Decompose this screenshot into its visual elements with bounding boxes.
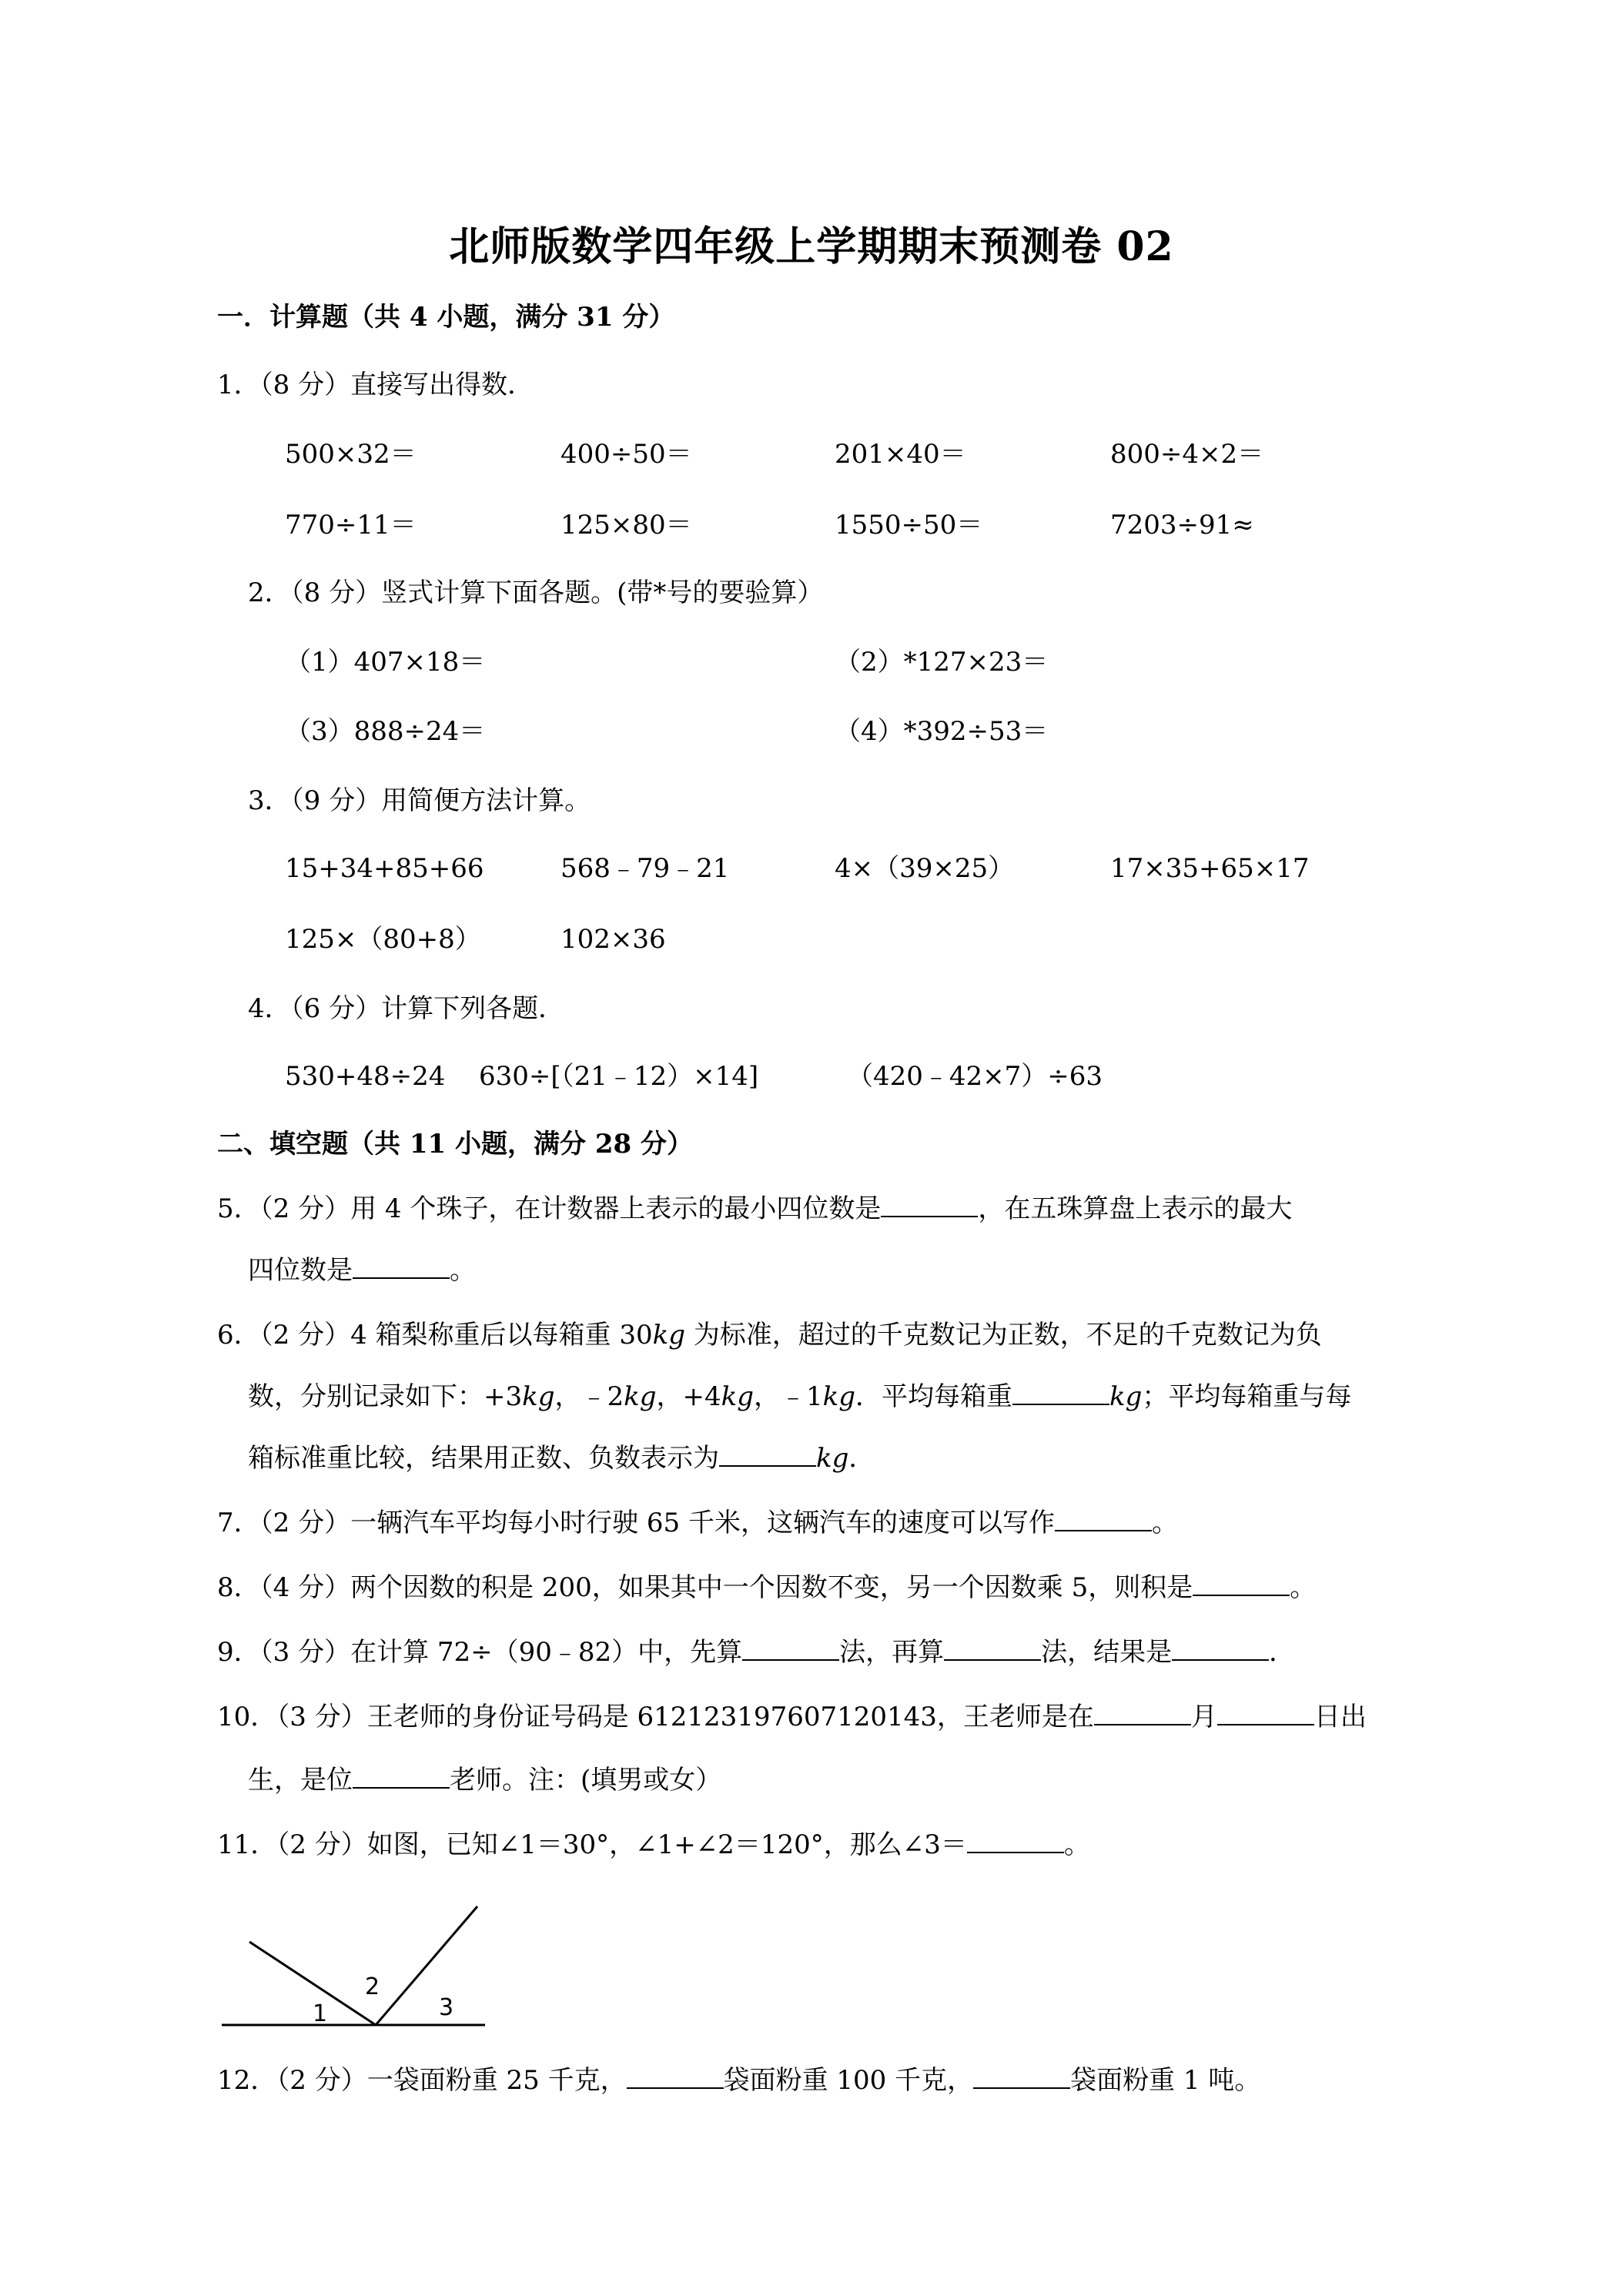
answer-blank[interactable] [967, 1829, 1064, 1853]
q10-text: 10．（3 分）王老师的身份证号码是 612123197607120143，王老师是在 [217, 1702, 1094, 1732]
q10-text: 生，是位 [248, 1765, 353, 1796]
answer-blank[interactable] [627, 2064, 724, 2089]
answer-blank[interactable] [1217, 1701, 1314, 1725]
question-6-line-2 [248, 1380, 1351, 1414]
question-10-line-1 [217, 1700, 1367, 1734]
q3-item: 102×36 [561, 924, 666, 955]
section-heading-1: 一．计算题（共 4 小题，满分 31 分） [217, 302, 675, 333]
section-heading-2: 二、填空题（共 11 小题，满分 28 分） [217, 1129, 693, 1160]
answer-blank[interactable] [1193, 1571, 1290, 1596]
answer-blank[interactable] [1012, 1381, 1109, 1405]
unit-kg: kg [822, 1381, 856, 1412]
q12-text: 12．（2 分）一袋面粉重 25 千克， [217, 2065, 627, 2096]
question-11 [217, 1828, 1090, 1862]
q4-item: 630÷[（21﹣12）×14] [479, 1061, 759, 1092]
question-6-line-1 [217, 1318, 1322, 1352]
question-2-stem: 2．（8 分）竖式计算下面各题。(带*号的要验算） [248, 577, 824, 608]
q11-text: 11．（2 分）如图，已知∠1＝30°，∠1+∠2＝120°，那么∠3＝ [217, 1829, 967, 1860]
q7-text: 7．（2 分）一辆汽车平均每小时行驶 65 千米，这辆汽车的速度可以写作 [217, 1508, 1055, 1538]
q11-text: 。 [1063, 1829, 1090, 1860]
q3-item: 125×（80+8） [285, 924, 481, 955]
q10-text: 老师。注：(填男或女） [450, 1765, 722, 1796]
q6-text: ． [848, 1443, 875, 1474]
question-1-stem: 1．（8 分）直接写出得数． [217, 370, 534, 400]
question-5-line-1 [217, 1192, 1292, 1226]
q4-item: 530+48÷24 [285, 1061, 446, 1092]
q6-text: ；平均每箱重与每 [1142, 1381, 1352, 1412]
answer-blank[interactable] [881, 1193, 978, 1217]
q9-text: 9．（3 分）在计算 72÷（90﹣82）中，先算 [217, 1637, 743, 1668]
q1-item: 1550÷50＝ [835, 510, 983, 541]
answer-blank[interactable] [353, 1254, 450, 1279]
question-6-line-3 [248, 1441, 875, 1475]
answer-blank[interactable] [1094, 1701, 1191, 1725]
q1-item: 125×80＝ [561, 510, 692, 541]
angle-figure [216, 1902, 493, 2040]
q9-text: 法，结果是 [1041, 1637, 1173, 1668]
q1-item: 400÷50＝ [561, 439, 692, 470]
q6-text: ，+4 [656, 1381, 721, 1412]
unit-kg: kg [624, 1381, 657, 1412]
q3-item: 568﹣79﹣21 [561, 853, 730, 884]
q6-text: 箱标准重比较，结果用正数、负数表示为 [248, 1443, 719, 1474]
question-10-line-2 [248, 1763, 721, 1797]
q1-item: 770÷11＝ [285, 510, 417, 541]
q5-text: 5．（2 分）用 4 个珠子，在计数器上表示的最小四位数是 [217, 1193, 882, 1224]
q6-text: ，﹣1 [754, 1381, 823, 1412]
answer-blank[interactable] [742, 1636, 839, 1661]
q9-text: 法，再算 [839, 1637, 945, 1668]
q9-text: ． [1269, 1637, 1296, 1668]
angle-label-1: 1 [313, 2000, 328, 2027]
q8-text: 8．（4 分）两个因数的积是 200，如果其中一个因数不变，另一个因数乘 5，则积是 [217, 1572, 1193, 1603]
unit-kg: kg [721, 1381, 755, 1412]
q8-text: 。 [1290, 1572, 1317, 1603]
q5-text: ，在五珠算盘上表示的最大 [978, 1193, 1293, 1224]
q3-item: 15+34+85+66 [285, 853, 484, 884]
answer-blank[interactable] [973, 2064, 1070, 2089]
q6-text: 数，分别记录如下：+3 [248, 1381, 523, 1412]
question-7 [217, 1506, 1178, 1540]
question-4-stem: 4．（6 分）计算下列各题． [248, 993, 565, 1024]
q2-item: （3）888÷24＝ [285, 716, 486, 747]
question-8 [217, 1571, 1316, 1605]
q2-item: （1）407×18＝ [285, 647, 486, 678]
q5-text: 。 [450, 1255, 476, 1286]
q4-item: （420﹣42×7）÷63 [847, 1061, 1103, 1092]
q1-item: 800÷4×2＝ [1110, 439, 1264, 470]
q1-item: 201×40＝ [835, 439, 966, 470]
answer-blank[interactable] [1055, 1507, 1152, 1531]
question-3-stem: 3．（9 分）用简便方法计算。 [248, 785, 591, 816]
q6-text: 6．（2 分）4 箱梨称重后以每箱重 30 [217, 1320, 653, 1350]
unit-kg: kg [652, 1320, 685, 1350]
question-5-line-2 [248, 1253, 476, 1287]
q7-text: 。 [1151, 1508, 1178, 1538]
question-9 [217, 1635, 1295, 1669]
answer-blank[interactable] [1172, 1636, 1269, 1661]
right-ray [376, 1906, 477, 2025]
unit-kg: kg [816, 1443, 849, 1474]
unit-kg: kg [1109, 1381, 1143, 1412]
question-12 [217, 2063, 1260, 2097]
q6-text: ，﹣2 [554, 1381, 624, 1412]
q10-text: 日出 [1313, 1702, 1367, 1732]
q1-item: 7203÷91≈ [1110, 510, 1254, 541]
angle-label-2: 2 [365, 1973, 380, 2000]
q2-item: （4）*392÷53＝ [835, 716, 1049, 747]
page-title: 北师版数学四年级上学期期末预测卷 02 [449, 223, 1174, 270]
answer-blank[interactable] [944, 1636, 1041, 1661]
q10-text: 月 [1190, 1702, 1217, 1732]
q6-text: ．平均每箱重 [855, 1381, 1013, 1412]
q12-text: 袋面粉重 100 千克， [723, 2065, 974, 2096]
q5-text: 四位数是 [248, 1255, 353, 1286]
answer-blank[interactable] [719, 1442, 816, 1467]
q1-item: 500×32＝ [285, 439, 417, 470]
unit-kg: kg [522, 1381, 555, 1412]
q12-text: 袋面粉重 1 吨。 [1070, 2065, 1261, 2096]
q2-item: （2）*127×23＝ [835, 647, 1049, 678]
q3-item: 4×（39×25） [835, 853, 1015, 884]
answer-blank[interactable] [353, 1764, 450, 1789]
q6-text: 为标准，超过的千克数记为正数，不足的千克数记为负 [684, 1320, 1322, 1350]
q3-item: 17×35+65×17 [1110, 853, 1310, 884]
angle-label-3: 3 [439, 1994, 454, 2021]
